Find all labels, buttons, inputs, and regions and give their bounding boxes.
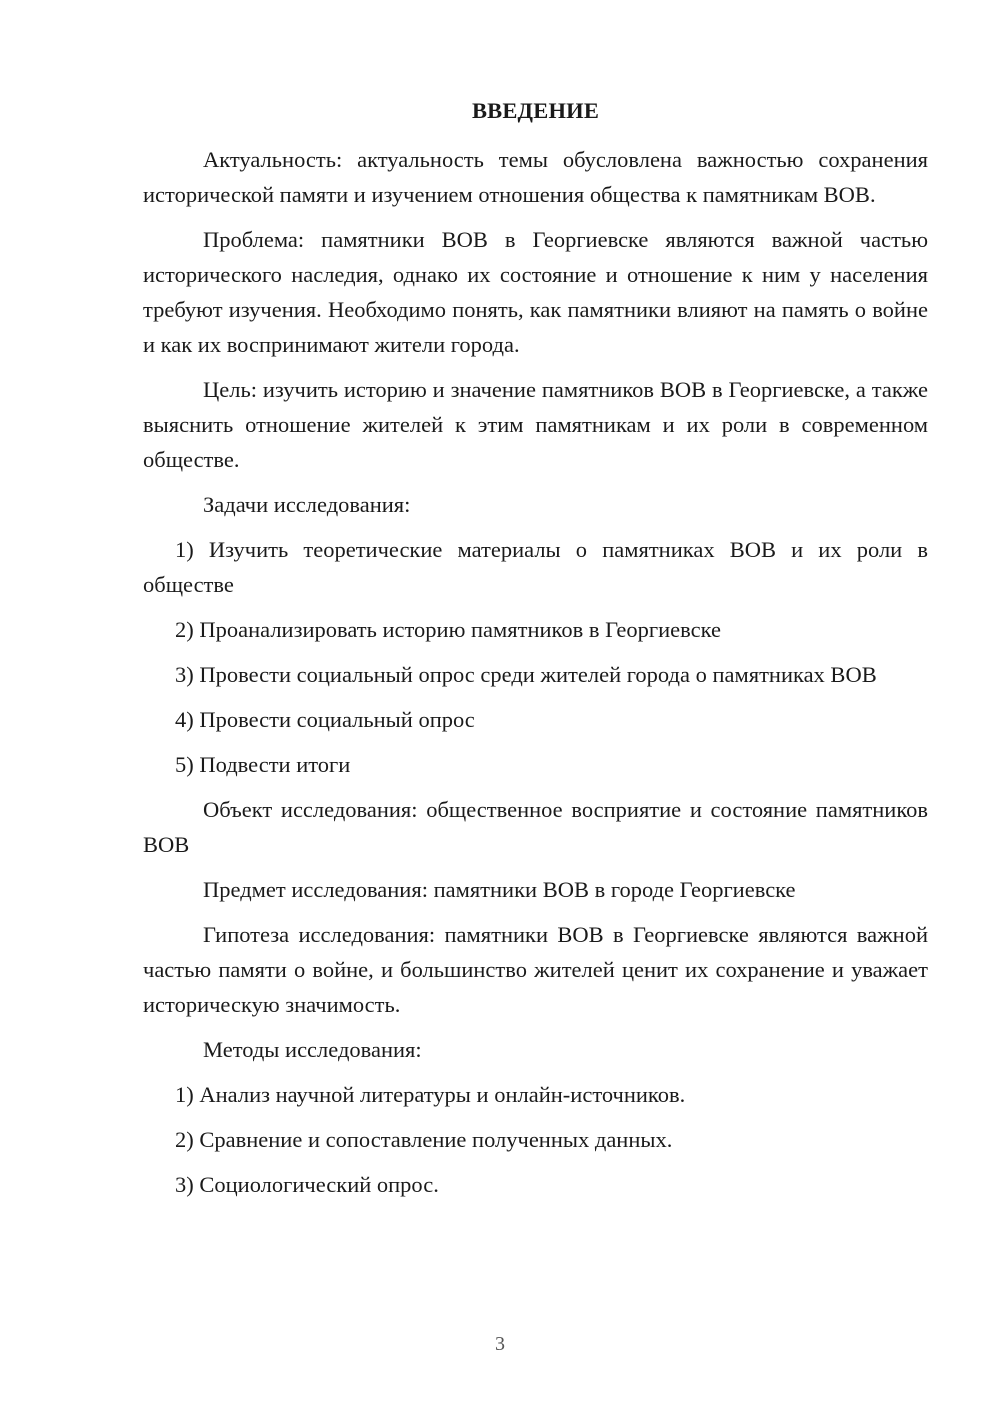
method-item: 2) Сравнение и сопоставление полученных данных.: [175, 1127, 673, 1152]
task-item: 3) Провести социальный опрос среди жителей города о памятниках ВОВ: [175, 662, 877, 687]
subject-paragraph: Предмет исследования: памятники ВОВ в городе Георгиевске: [203, 877, 796, 902]
task-item: 5) Подвести итоги: [175, 752, 351, 777]
task-item: 2) Проанализировать историю памятников в Георгиевске: [175, 617, 721, 642]
hypothesis-paragraph: Гипотеза исследования: памятники ВОВ в Георгиевске являются важной частью памяти о войне, и большинство жителей ценит их сохранение и уважает историческую значимость.: [143, 922, 928, 1017]
page-number: 3: [495, 1333, 505, 1355]
task-item: 4) Провести социальный опрос: [175, 707, 475, 732]
problem-paragraph: Проблема: памятники ВОВ в Георгиевске являются важной частью исторического наследия, однако их состояние и отношение к ним у населения требуют изучения. Необходимо понять, как памятники влияют на память о войне и как их воспринимают жители города.: [143, 227, 928, 357]
relevance-paragraph: Актуальность: актуальность темы обусловлена важностью сохранения исторической памяти и изучением отношения общества к памятникам ВОВ.: [143, 147, 928, 207]
document-page: [143, 96, 928, 1212]
method-item: 1) Анализ научной литературы и онлайн-источников.: [175, 1082, 686, 1107]
method-item: 3) Социологический опрос.: [175, 1172, 439, 1197]
task-item: 1) Изучить теоретические материалы о памятниках ВОВ и их роли в обществе: [143, 537, 928, 597]
object-paragraph: Объект исследования: общественное восприятие и состояние памятников ВОВ: [143, 797, 928, 857]
document-title: ВВЕДЕНИЕ: [471, 98, 600, 123]
methods-heading: Методы исследования:: [203, 1037, 422, 1062]
tasks-heading: Задачи исследования:: [203, 492, 411, 517]
goal-paragraph: Цель: изучить историю и значение памятников ВОВ в Георгиевске, а также выяснить отношение жителей к этим памятникам и их роли в современном обществе.: [143, 377, 928, 472]
